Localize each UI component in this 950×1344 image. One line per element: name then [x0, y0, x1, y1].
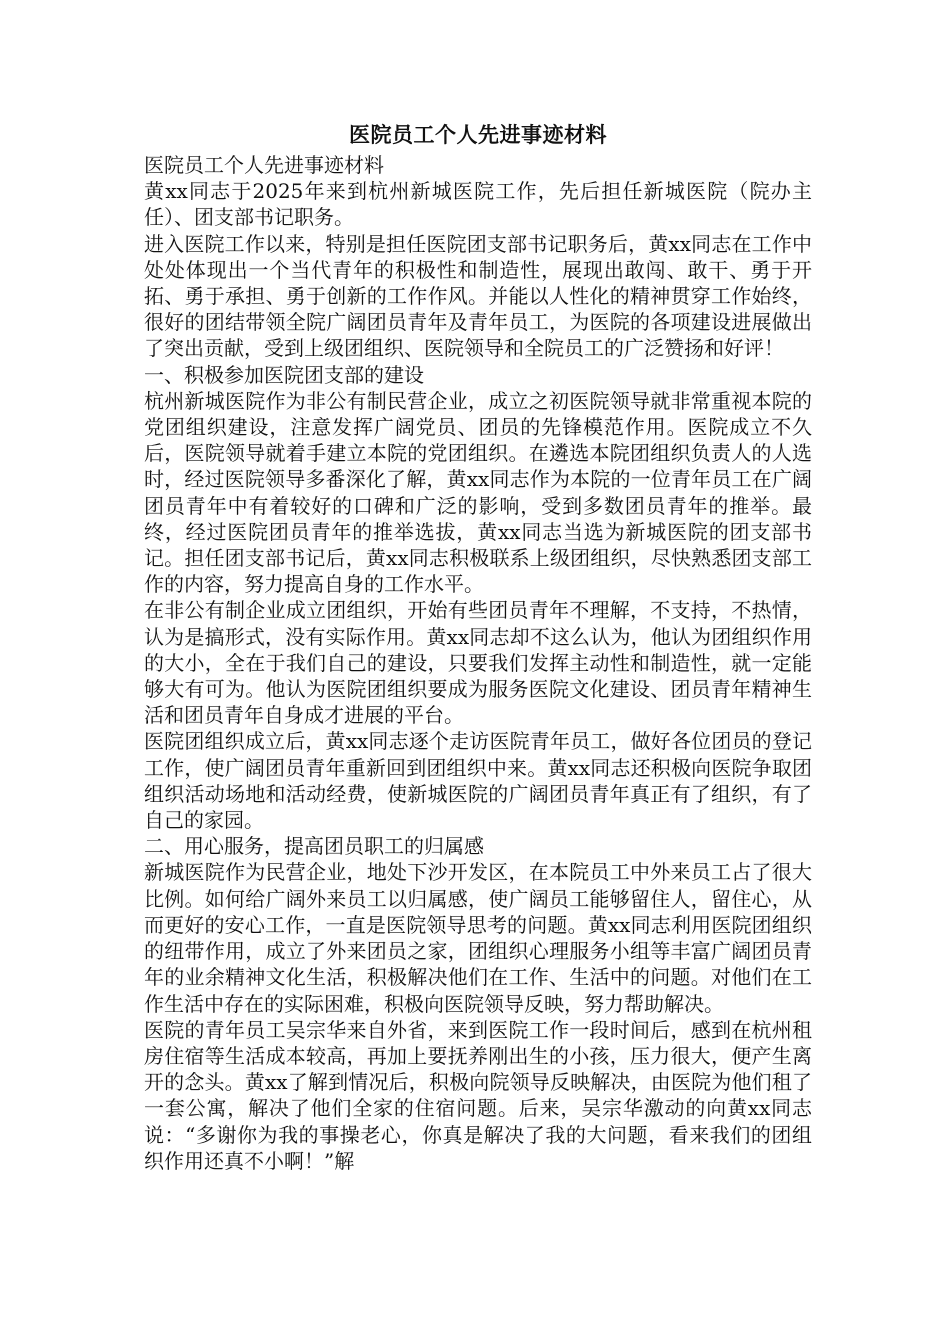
document-title: 医院员工个人先进事迹材料	[349, 122, 607, 147]
section-heading-2: 二、用心服务，提高团员职工的归属感	[144, 834, 484, 859]
paragraph-section2-a: 新城医院作为民营企业，地处下沙开发区，在本院员工中外来员工占了很大比例。如何给广阔外来员工以归属感，使广阔员工能够留住人，留住心，从而更好的安心工作，一直是医院领导思考的问题。黄xx同志利用医院团组织的纽带作用，成立了外来团员之家，团组织心理服务小组等丰富广阔团员青年的业余精神文化生活，积极解决他们在工作、生活中的问题。对他们在工作生活中存在的实际困难，积极向医院领导反映，努力帮助解决。	[144, 860, 812, 1016]
paragraph-section1-c: 医院团组织成立后，黄xx同志逐个走访医院青年员工，做好各位团员的登记工作，使广阔团员青年重新回到团组织中来。黄xx同志还积极向医院争取团组织活动场地和活动经费，使新城医院的广阔团员青年真正有了组织，有了自己的家园。	[144, 729, 812, 833]
paragraph-subtitle: 医院员工个人先进事迹材料	[144, 153, 384, 177]
paragraph-intro: 黄xx同志于2025年来到杭州新城医院工作，先后担任新城医院（院办主任）、团支部书记职务。	[144, 179, 812, 230]
paragraph-overview: 进入医院工作以来，特别是担任医院团支部书记职务后，黄xx同志在工作中处处体现出一个当代青年的积极性和制造性，展现出敢闯、敢干、勇于开拓、勇于承担、勇于创新的工作作风。并能以人性化的精神贯穿工作始终，很好的团结带领全院广阔团员青年及青年员工，为医院的各项建设进展做出了突出贡献，受到上级团组织、医院领导和全院员工的广泛赞扬和好评！	[144, 231, 812, 361]
section-heading-1: 一、积极参加医院团支部的建设	[144, 362, 424, 387]
document-page	[144, 118, 812, 1174]
paragraph-section1-b: 在非公有制企业成立团组织，开始有些团员青年不理解，不支持，不热情，认为是搞形式，没有实际作用。黄xx同志却不这么认为，他认为团组织作用的大小，全在于我们自己的建设，只要我们发挥主动性和制造性，就一定能够大有可为。他认为医院团组织要成为服务医院文化建设、团员青年精神生活和团员青年自身成才进展的平台。	[144, 598, 812, 728]
paragraph-section1-a: 杭州新城医院作为非公有制民营企业，成立之初医院领导就非常重视本院的党团组织建设，注意发挥广阔党员、团员的先锋模范作用。医院成立不久后，医院领导就着手建立本院的党团组织。在遴选本院团组织负责人的人选时，经过医院领导多番深化了解，黄xx同志作为本院的一位青年员工在广阔团员青年中有着较好的口碑和广泛的影响，受到多数团员青年的推举。最终，经过医院团员青年的推举选拔，黄xx同志当选为新城医院的团支部书记。担任团支部书记后，黄xx同志积极联系上级团组织，尽快熟悉团支部工作的内容，努力提高自身的工作水平。	[144, 388, 812, 597]
paragraph-section2-b: 医院的青年员工吴宗华来自外省，来到医院工作一段时间后，感到在杭州租房住宿等生活成本较高，再加上要抚养刚出生的小孩，压力很大，便产生离开的念头。黄xx了解到情况后，积极向院领导反映解决，由医院为他们租了一套公寓，解决了他们全家的住宿问题。后来，吴宗华激动的向黄xx同志说：“多谢你为我的事操老心，你真是解决了我的大问题，看来我们的团组织作用还真不小啊！”解	[144, 1017, 812, 1173]
